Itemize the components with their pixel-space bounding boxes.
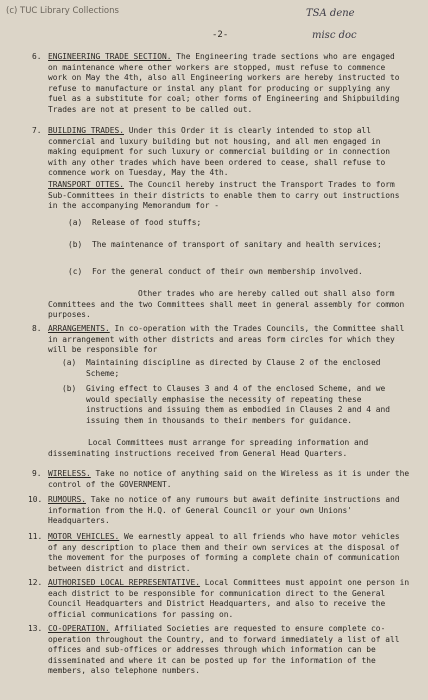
section-heading: WIRELESS.: [48, 469, 91, 478]
section-body: In co-operation with the Trades Councils, the Committee shall in arrangement with other districts and areas form circles for which they will be responsible for: [48, 324, 405, 355]
section-transport: [48, 180, 408, 212]
section-body: We earnestly appeal to all friends who have motor vehicles of any description to place them and their own services at the disposal of the movement for the purposes of forming a complete chain of communication between district and district.: [48, 532, 400, 573]
section-local-representative: [48, 578, 410, 620]
item-label: (a): [62, 358, 77, 367]
item-text: Maintaining discipline as directed by Clause 2 of the enclosed Scheme;: [86, 358, 381, 378]
section-arrangements: [48, 324, 408, 356]
item-text: For the general conduct of their own membership involved.: [92, 267, 363, 276]
section-heading: CO-OPERATION.: [48, 624, 110, 633]
section-rumours: [48, 495, 410, 527]
item-label: (a): [68, 218, 83, 227]
copyright-notice: (c) TUC Library Collections: [6, 6, 119, 16]
item-text: Release of food stuffs;: [92, 218, 202, 227]
page-number: -2-: [212, 30, 229, 40]
section-number: 6.: [32, 52, 42, 61]
section-body: Local Committees must appoint one person in each district to be responsible for communication direct to the General Council Headquarters and District Headquarters, and also to receive the official communications for passing on.: [48, 578, 410, 619]
section-body: Under this Order it is clearly intended to stop all commercial and luxury building but not housing, and all men engaged in making equipment for such luxury or commercial building or in connection with any other trades which have been ordered to cease, shall refuse to commence work on Tuesday, May the 4th.: [48, 126, 391, 178]
section-number: 11.: [28, 532, 43, 541]
section-number: 12.: [28, 578, 43, 587]
section-body: The Council hereby instruct the Transport Trades to form Sub-Committees in their districts to enable them to carry out instructions in the accompanying Memorandum for -: [48, 180, 400, 211]
item-label: (c): [68, 267, 83, 276]
section-number: 13.: [28, 624, 43, 633]
section-number: 8.: [32, 324, 42, 333]
section-heading: ARRANGEMENTS.: [48, 324, 110, 333]
section-heading: RUMOURS.: [48, 495, 87, 504]
item-label: (b): [68, 240, 83, 249]
section-wireless: [48, 469, 410, 490]
section-heading: MOTOR VEHICLES.: [48, 532, 120, 541]
section-body: The Engineering trade sections who are engaged on maintenance where other workers are stopped, must refuse to commence work on May the 4th, also all Engineering workers are hereby instructed to refuse to manufacture or instal any plant for producing or supplying any fuel as a substitute for coal; other forms of Engineering and Shipbuilding Trades are not at present to be called out.: [48, 52, 400, 114]
section-heading: TRANSPORT OTTES.: [48, 180, 125, 189]
section-building: [48, 126, 408, 179]
section-body: Take no notice of anything said on the Wireless as it is under the control of the GOVERNMENT.: [48, 469, 410, 489]
section-engineering: [48, 52, 408, 116]
handwritten-note: misc doc: [312, 30, 357, 41]
section-heading: BUILDING TRADES.: [48, 126, 125, 135]
section-footer: Other trades who are hereby called out shall also form Committees and the two Committees shall meet in general assembly for common purposes.: [48, 289, 405, 320]
section-number: 9.: [32, 469, 42, 478]
section-footer: Local Committees must arrange for spreading information and disseminating instructions received from General Head Quarters.: [48, 438, 369, 458]
section-number: 7.: [32, 126, 42, 135]
section-heading: ENGINEERING TRADE SECTION.: [48, 52, 172, 61]
section-heading: AUTHORISED LOCAL REPRESENTATIVE.: [48, 578, 201, 587]
item-text: Giving effect to Clauses 3 and 4 of the enclosed Scheme, and we would specially emphasise the necessity of repeating these instructions and issuing them as embodied in Clauses 2 and 4 and issuing them in thousands to their members for guidance.: [86, 384, 391, 425]
section-body: Affiliated Societies are requested to ensure complete co-operation throughout the Country, and to forward immediately a list of all offices and sub-offices or addresses through which information can be disseminated and where it can be posted up for the information of the members, also telephone numbers.: [48, 624, 400, 676]
handwritten-note: TSA dene: [306, 8, 355, 19]
section-number: 10.: [28, 495, 43, 504]
section-co-operation: [48, 624, 412, 677]
item-label: (b): [62, 384, 77, 393]
section-body: Take no notice of any rumours but await definite instructions and information from the H.Q. of General Council or your own Unions' Headquarters.: [48, 495, 400, 526]
section-motor-vehicles: [48, 532, 410, 574]
item-text: The maintenance of transport of sanitary and health services;: [92, 240, 382, 249]
